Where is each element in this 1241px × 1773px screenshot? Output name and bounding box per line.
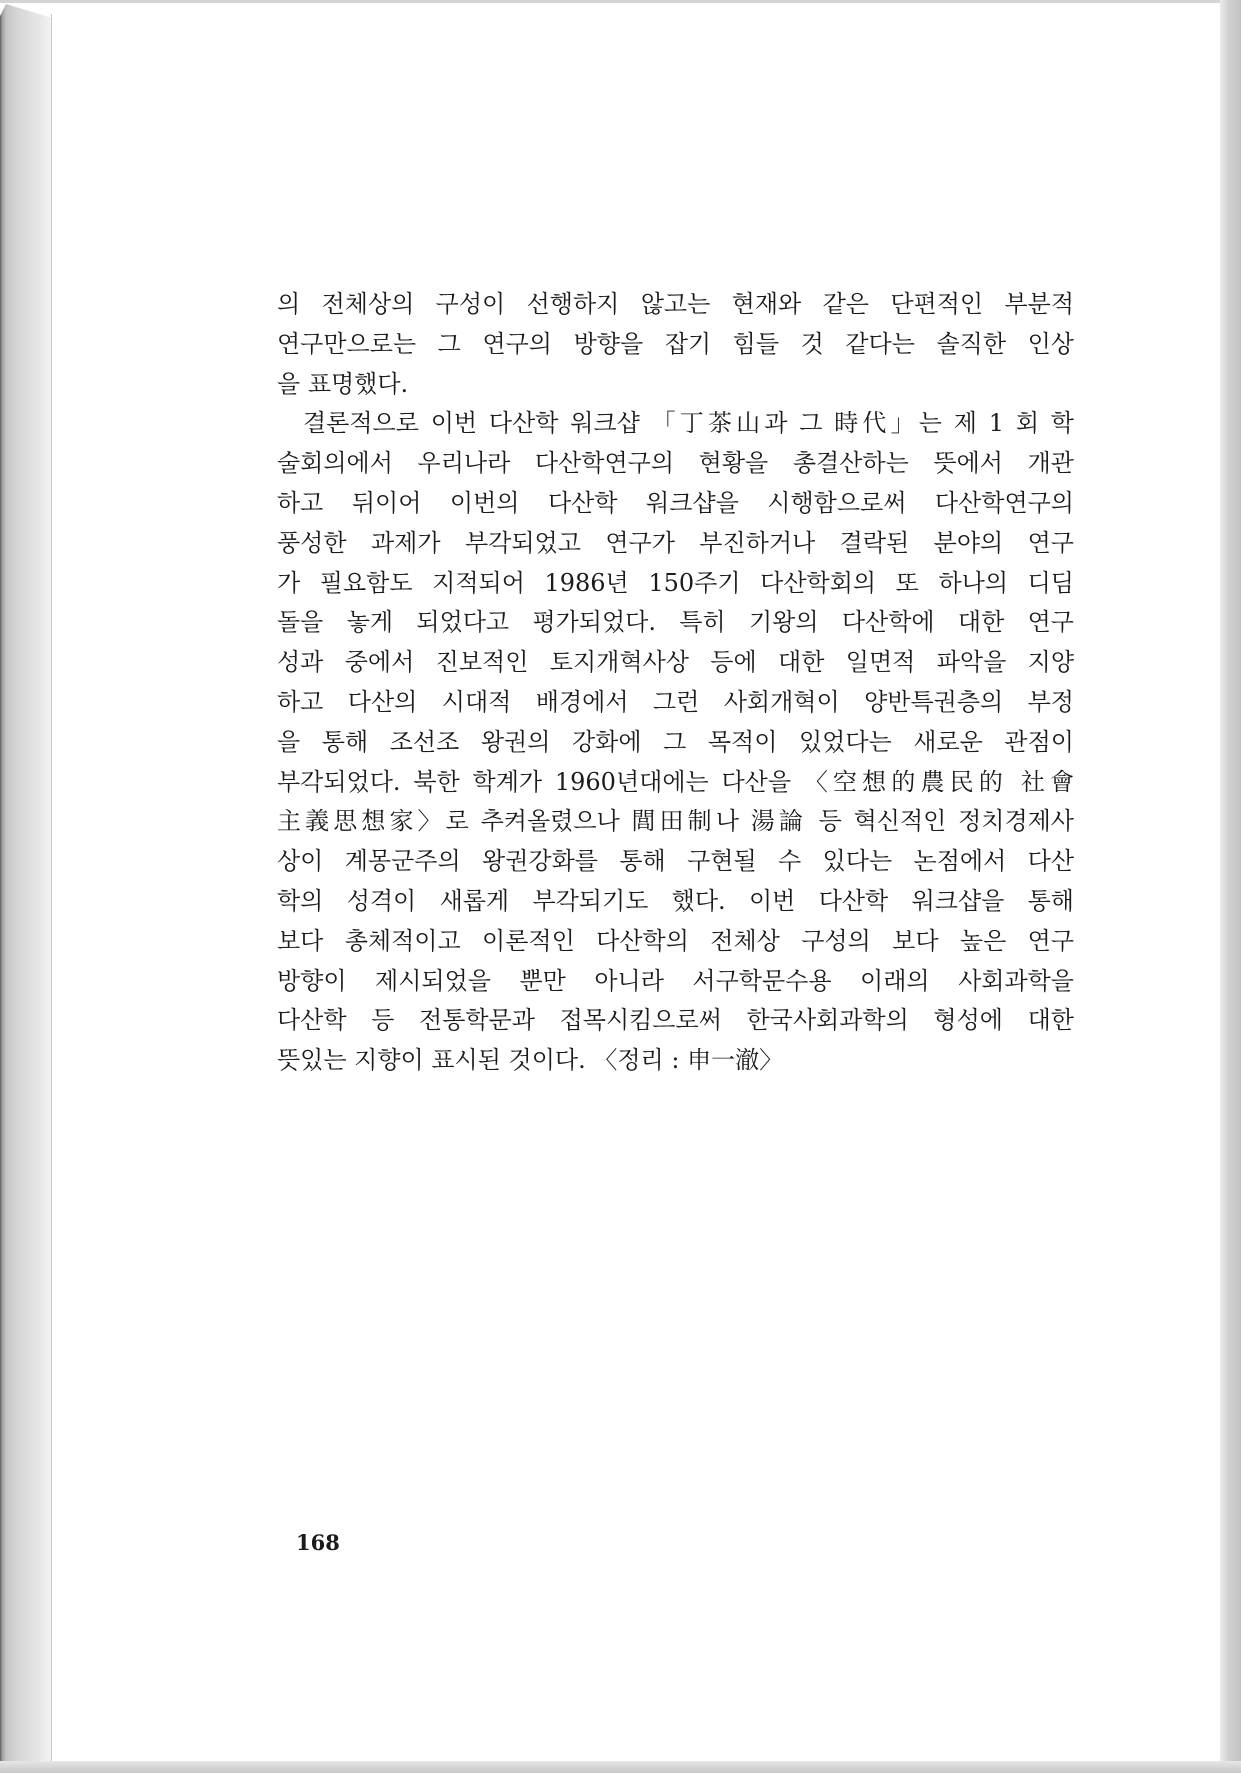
text-line: 을 표명했다. — [277, 369, 409, 398]
text-line: 의 전체상의 구성이 선행하지 않고는 현재와 같은 단편적인 부분적 — [277, 290, 1074, 318]
text-line: 방향이 제시되었을 뿐만 아니라 서구학문수용 이래의 사회과학을 — [277, 966, 1074, 995]
text-line: 술회의에서 우리나라 다산학연구의 현황을 총결산하는 뜻에서 개관 — [277, 449, 1074, 478]
text-line: 풍성한 과제가 부각되었고 연구가 부진하거나 결락된 분야의 연구 — [277, 528, 1074, 557]
text-line: 학의 성격이 새롭게 부각되기도 했다. 이번 다산학 워크샵을 통해 — [277, 886, 1074, 915]
page-bottom-shadow — [0, 1761, 1241, 1773]
text-line: 主義思想家〉로 추켜올렸으나 閭田制나 湯論 등 혁신적인 정치경제사 — [277, 807, 1074, 836]
text-line: 부각되었다. 북한 학계가 1960년대에는 다산을 〈空想的農民的 社會 — [277, 767, 1074, 796]
book-spine — [0, 4, 52, 1763]
text-line: 결론적으로 이번 다산학 워크샵 「丁茶山과 그 時代」는 제 1 회 학 — [303, 409, 1074, 438]
text-line: 성과 중에서 진보적인 토지개혁사상 등에 대한 일면적 파악을 지양 — [277, 648, 1074, 677]
text-line: 하고 다산의 시대적 배경에서 그런 사회개혁이 양반특권층의 부정 — [277, 687, 1074, 716]
page-right-shadow — [1220, 0, 1241, 1773]
page-number: 168 — [296, 1530, 340, 1555]
text-line: 뜻있는 지향이 표시된 것이다. 〈정리 : 申一澈〉 — [277, 1046, 784, 1075]
text-line: 연구만으로는 그 연구의 방향을 잡기 힘들 것 같다는 솔직한 인상 — [277, 329, 1074, 358]
text-line: 을 통해 조선조 왕권의 강화에 그 목적이 있었다는 새로운 관점이 — [277, 727, 1074, 756]
text-line: 돌을 놓게 되었다고 평가되었다. 특히 기왕의 다산학에 대한 연구 — [277, 608, 1074, 637]
spine-edge-line — [51, 14, 52, 1763]
text-line: 가 필요함도 지적되어 1986년 150주기 다산학회의 또 하나의 디딤 — [277, 568, 1074, 597]
text-line: 다산학 등 전통학문과 접목시킴으로써 한국사회과학의 형성에 대한 — [277, 1006, 1074, 1035]
text-line: 상이 계몽군주의 왕권강화를 통해 구현될 수 있다는 논점에서 다산 — [277, 847, 1074, 876]
text-line: 보다 총체적이고 이론적인 다산학의 전체상 구성의 보다 높은 연구 — [277, 926, 1074, 955]
body-text — [277, 285, 1074, 1081]
text-line: 하고 뒤이어 이번의 다산학 워크샵을 시행함으로써 다산학연구의 — [277, 488, 1074, 517]
